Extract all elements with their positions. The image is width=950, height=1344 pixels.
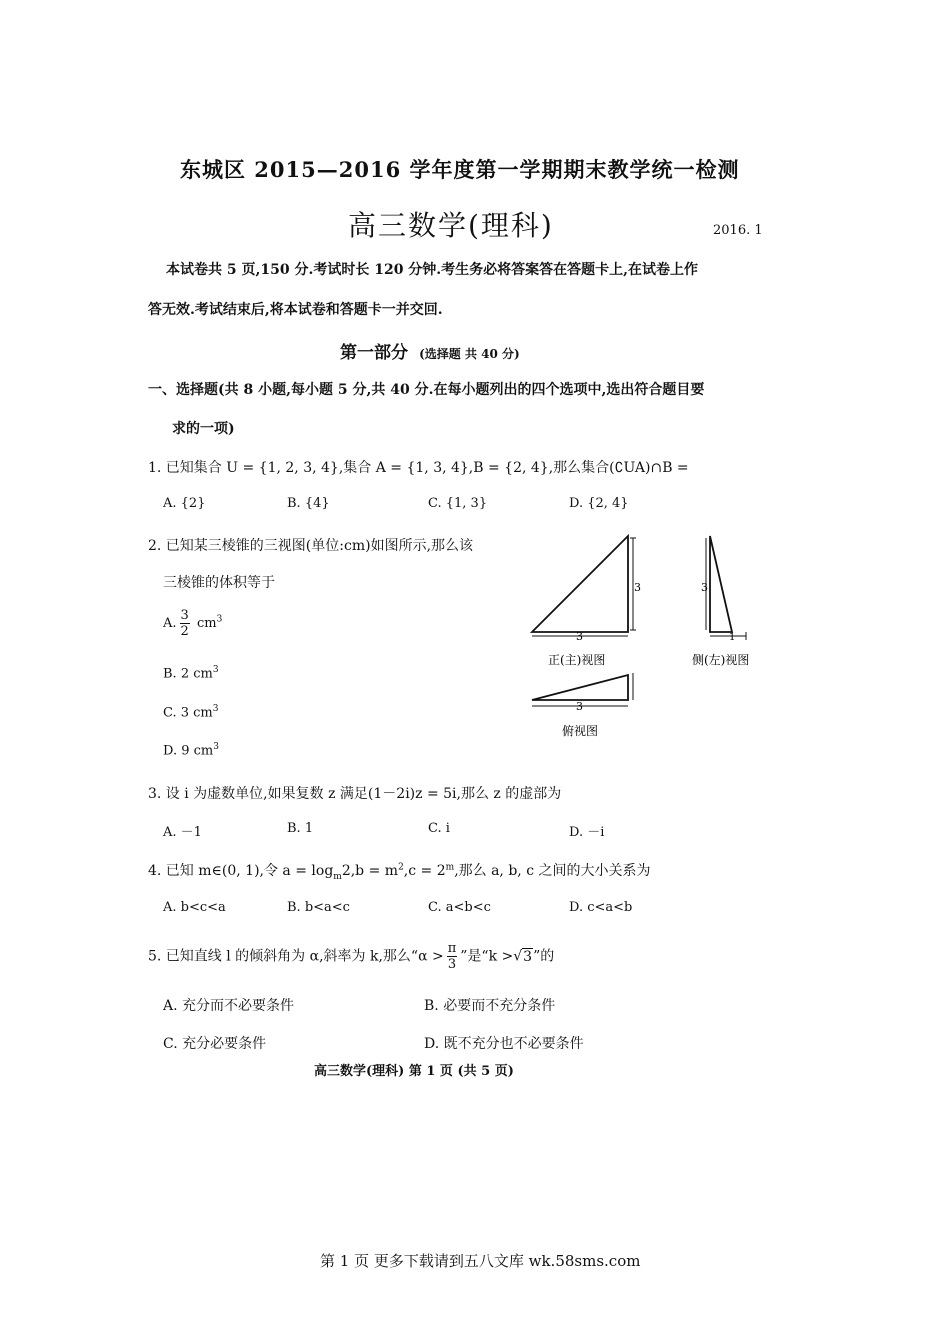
front-view-label: 正(主)视图 [548, 653, 606, 667]
question-1-stem: 1. 已知集合 U = {1, 2, 3, 4},集合 A = {1, 3, 4},B = {2, 4},那么集合(∁UA)∩B = [148, 460, 689, 476]
sqrt-radicand: 3 [523, 948, 533, 965]
option-b-text: B. 2 cm [163, 666, 213, 682]
question-2-option-b [163, 665, 219, 681]
top-width-label: 3 [576, 700, 583, 713]
instructions-line-2: 答无效.考试结束后,将本试卷和答题卡一并交回. [148, 302, 443, 318]
q5-text-c: ”的 [533, 948, 555, 965]
top-view-triangle [532, 675, 628, 700]
question-3-stem: 3. 设 i 为虚数单位,如果复数 z 满足(1－2i)z = 5i,那么 z 的虚部为 [148, 786, 562, 802]
section-instructions-line-2: 求的一项) [172, 421, 235, 437]
q4-text-b: 2,b = m [341, 863, 399, 879]
question-4-option-a: A. b<c<a [163, 900, 226, 915]
question-5-option-a: A. 充分而不必要条件 [163, 998, 295, 1014]
side-height-label: 3 [701, 581, 708, 594]
question-1-option-b: B. {4} [287, 496, 330, 511]
question-4-option-c: C. a<b<c [428, 900, 491, 915]
bottom-footer: 第 1 页 更多下载请到五八文库 wk.58sms.com [320, 1252, 641, 1270]
question-1-option-a: A. {2} [163, 496, 206, 511]
unit-exponent: 3 [216, 614, 223, 625]
question-5-option-b: B. 必要而不充分条件 [424, 998, 556, 1014]
instructions-line-1: 本试卷共 5 页,150 分.考试时长 120 分钟.考生务必将答案答在答题卡上,在试卷上作 [166, 262, 699, 278]
q5-text-a: 5. 已知直线 l 的倾斜角为 α,斜率为 k,那么“α > [148, 948, 444, 965]
unit-exponent: 3 [212, 665, 219, 675]
fraction [447, 942, 458, 971]
question-4-stem [148, 860, 651, 882]
question-1-option-d: D. {2, 4} [569, 496, 629, 511]
question-5-option-d: D. 既不充分也不必要条件 [424, 1036, 584, 1052]
page-info: 高三数学(理科) 第 1 页 (共 5 页) [314, 1064, 514, 1079]
question-2-stem-cont: 三棱锥的体积等于 [163, 575, 275, 591]
exponent: 2 [398, 862, 404, 873]
question-2-option-a [163, 609, 222, 638]
question-2-stem: 2. 已知某三棱锥的三视图(单位:cm)如图所示,那么该 [148, 538, 474, 554]
option-a-prefix: A. [163, 616, 177, 631]
question-3-option-d: D. －i [569, 825, 605, 840]
exponent: m [445, 862, 455, 873]
side-view-label: 侧(左)视图 [692, 653, 750, 667]
question-3-option-a: A. －1 [163, 825, 202, 840]
question-3-option-c: C. i [428, 821, 450, 836]
unit-exponent: 3 [213, 742, 219, 752]
question-4-option-d: D. c<a<b [569, 900, 633, 915]
part-heading-title: 第一部分 [340, 343, 408, 363]
three-view-figure [520, 525, 770, 755]
question-2-option-c [163, 704, 219, 720]
fraction [180, 609, 190, 638]
exam-date: 2016. 1 [713, 223, 763, 238]
question-1-option-c: C. {1, 3} [428, 496, 488, 511]
part-heading-note: (选择题 共 40 分) [419, 347, 520, 361]
top-view-label: 俯视图 [562, 724, 599, 738]
question-2-option-d [163, 742, 219, 758]
log-base: m [333, 871, 342, 882]
side-view [692, 536, 749, 667]
sqrt-symbol: √ [513, 948, 523, 965]
part-heading [340, 338, 520, 363]
question-5-stem [148, 942, 554, 971]
front-view-triangle [532, 536, 628, 632]
front-height-label: 3 [634, 581, 641, 594]
top-view [532, 673, 633, 738]
q5-text-b: ”是“k > [460, 948, 514, 965]
front-width-label: 3 [576, 630, 583, 643]
subject-title: 高三数学(理科) [348, 209, 554, 242]
fraction-numerator: π [447, 941, 457, 956]
option-c-text: C. 3 cm [163, 705, 213, 721]
fraction-denominator: 3 [447, 957, 457, 972]
q4-text-d: ,那么 a, b, c 之间的大小关系为 [454, 863, 651, 879]
q4-text-c: ,c = 2 [403, 863, 446, 879]
option-d-text: D. 9 cm [163, 743, 214, 759]
section-instructions-line-1: 一、选择题(共 8 小题,每小题 5 分,共 40 分.在每小题列出的四个选项中,选出符合题目要 [148, 382, 705, 398]
fraction-numerator: 3 [180, 608, 189, 623]
question-3-option-b: B. 1 [287, 821, 314, 836]
side-width-label: 1 [729, 632, 736, 643]
front-view [532, 536, 641, 667]
exam-title: 东城区 2015—2016 学年度第一学期期末教学统一检测 [180, 157, 740, 182]
question-5-option-c: C. 充分必要条件 [163, 1036, 267, 1052]
fraction-denominator: 2 [180, 624, 189, 639]
question-4-option-b: B. b<a<c [287, 900, 350, 915]
side-view-triangle [710, 536, 732, 632]
unit: cm [196, 616, 217, 631]
unit-exponent: 3 [212, 704, 219, 714]
q4-text-a: 4. 已知 m∈(0, 1),令 a = log [148, 863, 334, 879]
